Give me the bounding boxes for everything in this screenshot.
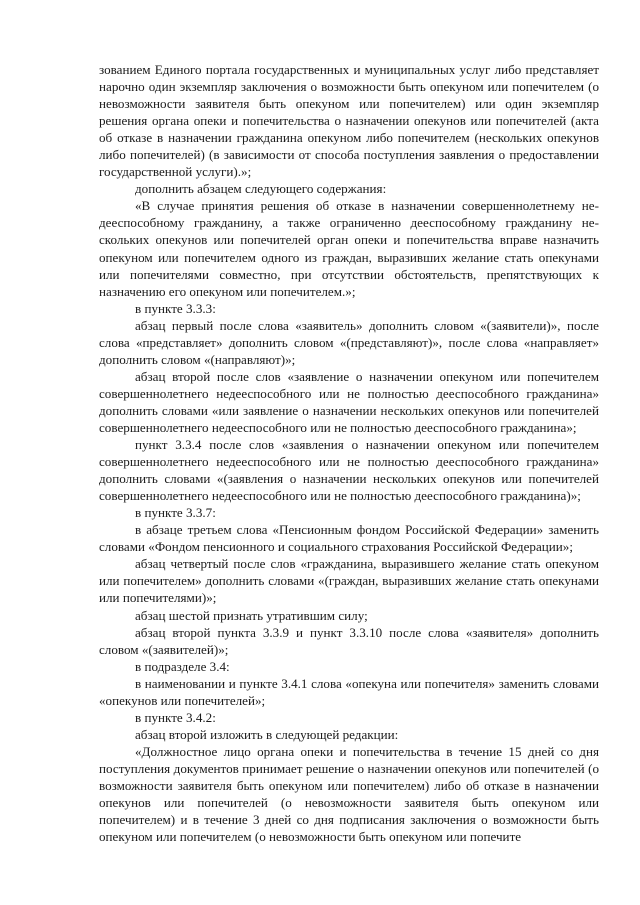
- paragraph: абзац четвертый после слов «гражданина, выразившего желание стать опекуном или попечителем» дополнить словами «(граждан, выразивших желание стать опекунами или попечителями)»;: [99, 556, 599, 606]
- paragraph: абзац второй изложить в следующей редакции:: [135, 726, 399, 742]
- paragraph: пункт 3.3.4 после слов «заявления о назначении опекуном или попечителем совершеннолетнего недееспособного или не полностью дееспособного гражданина» дополнить словами «(заявления о назначении нескольких опекунов или попечителей совершеннолетнего недееспособного или не полностью дееспособного гражданина)»;: [99, 437, 599, 504]
- paragraph-clause: в пункте 3.3.7:: [135, 505, 216, 521]
- paragraph: абзац первый после слова «заявитель» дополнить словом «(заявители)», после слова «представляет» дополнить словом «(представляют)», после слова «направляет» дополнить словом «(направляют)»;: [99, 317, 599, 367]
- paragraph-quote: «В случае принятия решения об отказе в назначении совершеннолетнему недееспособному гражданину, а также ограниченно дееспособному гражданину нескольких опекунов или попечителей орган опеки и попечительства вправе назначить опекуном или попечителем одного из граждан, выразивших желание стать опекунами или попечителями совместно, при отсутствии обстоятельств, препятствующих к назначению его опекуном или попечителем.»;: [99, 198, 599, 299]
- paragraph: абзац шестой признать утратившим силу;: [135, 607, 368, 623]
- paragraph: абзац второй после слов «заявление о назначении опекуном или попечителем совершеннолетнего недееспособного или не полностью дееспособного гражданина» дополнить словами «или заявление о назначении нескольких опекунов или попечителей совершеннолетнего недееспособного или не полностью дееспособного гражданина»;: [99, 368, 599, 435]
- paragraph-quote: «Должностное лицо органа опеки и попечительства в течение 15 дней со дня поступления документов принимает решение о назначении опекунов или попечителей (о возможности заявителя быть опекуном или попечителем) либо об отказе в назначении опекунов или попечителей (о невозможности заявителя быть опекуном или попечителем) и в течение 3 дней со дня подписания заключения о возможности быть опекуном или попечителем (о невозможности быть опекуном или попечите: [99, 743, 599, 845]
- paragraph-continuation: зованием Единого портала государственных и муниципальных услуг либо представляет нарочно один экземпляр заключения о возможности быть опекуном или попечителем (о невозможности заявителя быть опекуном или попечителем) или один экземпляр решения органа опеки и попечительства о назначении опекунов или попечителей (акта об отказе в назначении гражданина опекуном либо попечителем (нескольких опекунов либо попечителей) (в зависимости от способа поступления заявления о предоставлении государственной услуги).»;: [99, 62, 599, 180]
- paragraph: в абзаце третьем слова «Пенсионным фондом Российской Федерации» заменить словами «Фондом пенсионного и социального страхования Российской Федерации»;: [99, 522, 599, 555]
- paragraph: дополнить абзацем следующего содержания:: [135, 181, 387, 197]
- paragraph-clause: в подразделе 3.4:: [135, 658, 230, 674]
- paragraph: в наименовании и пункте 3.4.1 слова «опекуна или попечителя» заменить словами «опекунов или попечителей»;: [99, 675, 599, 708]
- paragraph-clause: в пункте 3.4.2:: [135, 709, 216, 725]
- paragraph: абзац второй пункта 3.3.9 и пункт 3.3.10 после слова «заявителя» дополнить словом «(заявителей)»;: [99, 624, 599, 657]
- document-body: [99, 61, 599, 845]
- paragraph-clause: в пункте 3.3.3:: [135, 300, 216, 316]
